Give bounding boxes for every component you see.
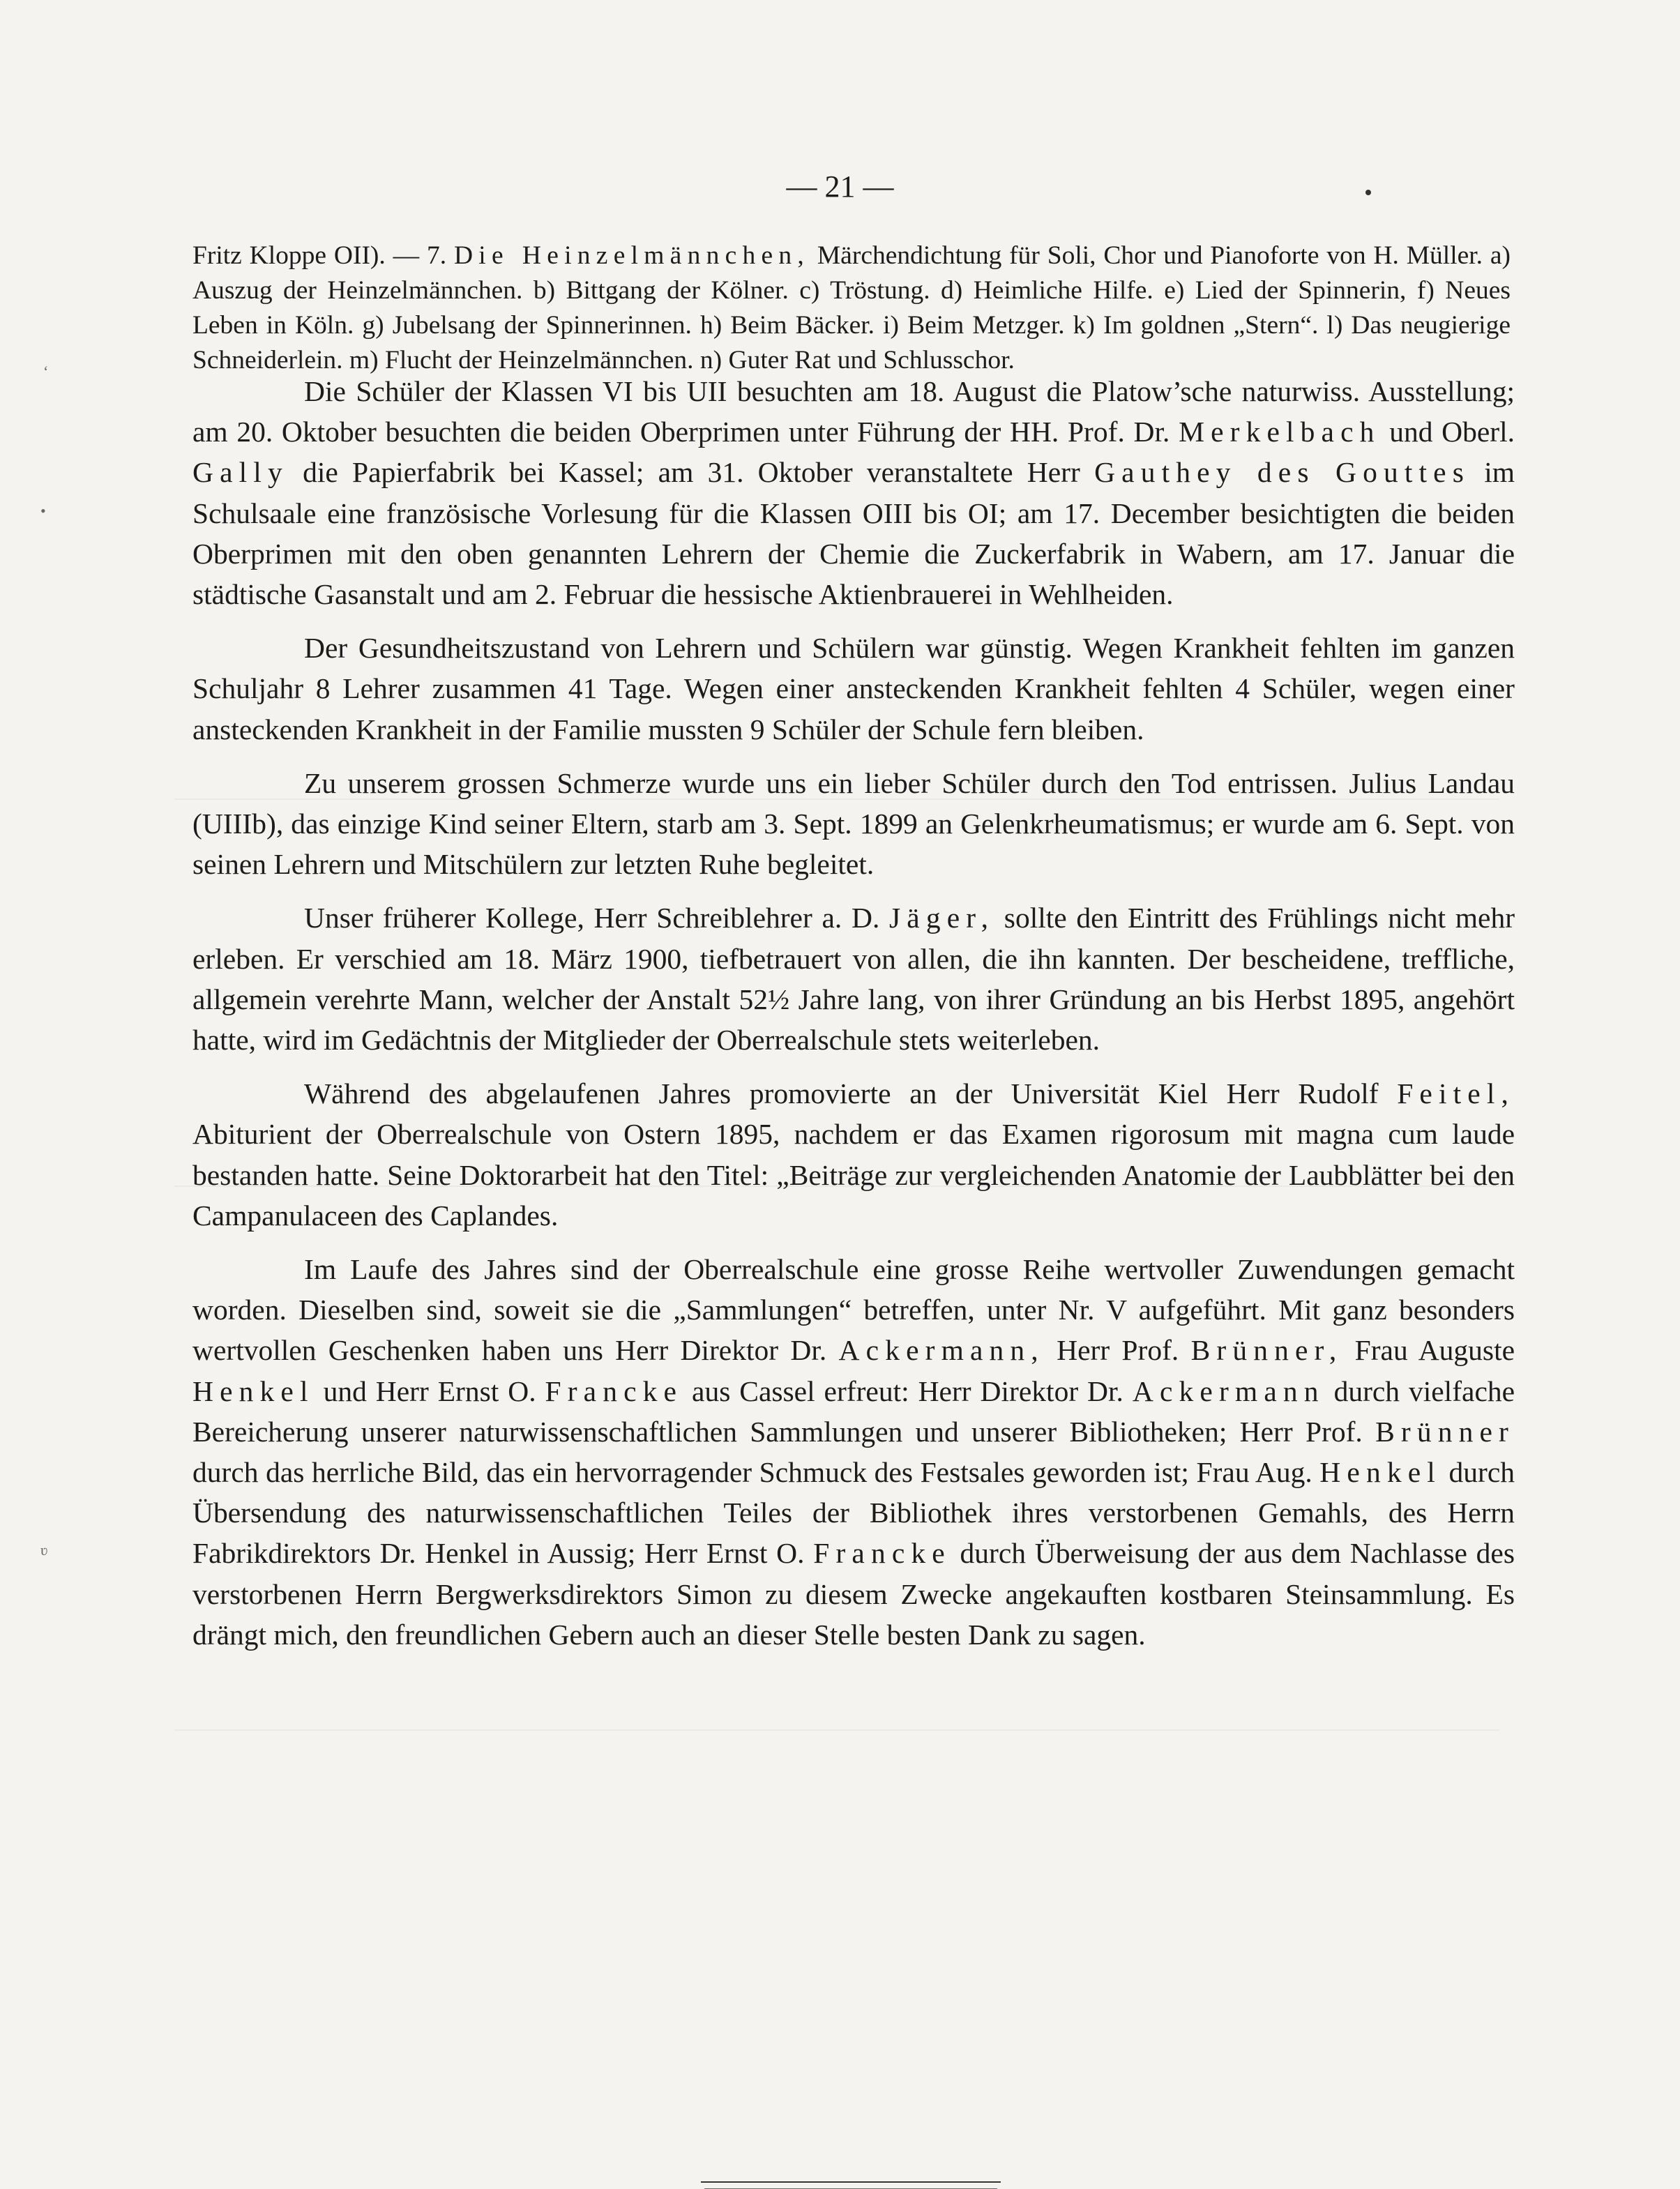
person-name: Gauthey des Gouttes: [1094, 456, 1470, 489]
person-name: Francke: [545, 1374, 683, 1407]
bleed-through-line: [174, 1729, 1499, 1731]
person-name: Merkelbach: [1179, 416, 1381, 448]
person-name: Francke: [813, 1537, 951, 1570]
concert-program: [192, 238, 1511, 378]
ink-dot: [1365, 190, 1371, 195]
document-body: [192, 371, 1515, 1668]
person-name: Ackermann,: [838, 1334, 1045, 1367]
text: und Herr Ernst O.: [323, 1374, 536, 1407]
text: im Schulsaale eine französische Vorlesung für die Klassen OIII bis OI; am 17. December besichtigten die beiden Oberprimen mit den oben genannten Lehrern der Chemie die Zuckerfabrik in Wabern, am 17. Januar die städtische Gasanstalt und am 2. Februar die hessische Aktienbrauerei in Wehlheiden.: [192, 456, 1515, 611]
person-name: Brünner: [1375, 1415, 1515, 1448]
text: Während des abgelaufenen Jahres promovierte an der Universität Kiel Herr Rudolf: [304, 1077, 1379, 1110]
margin-mark: ʋ: [40, 1541, 48, 1559]
text: die Papierfabrik bei Kassel; am 31. Oktober veranstaltete Herr: [303, 456, 1080, 489]
text: Frau Auguste: [1354, 1334, 1515, 1367]
text: aus Cassel erfreut: Herr Direktor Dr.: [692, 1374, 1123, 1407]
text: durch Überweisung der aus dem Nachlasse des verstorbenen Herrn Bergwerksdirektors Simon zu diesem Zwecke angekauften kostbaren Steinsammlung. Es drängt mich, den freundlichen Gebern auch an dieser Stelle besten Dank zu sagen.: [192, 1537, 1515, 1651]
text: durch Übersendung des naturwissenschaftlichen Teiles der Bibliothek ihres verstorbenen Gemahls, des Herrn Fabrikdirektors Dr. Henkel in Aussig; Herr Ernst O.: [192, 1456, 1515, 1570]
paragraph-obituary-student: Zu unserem grossen Schmerze wurde uns ein lieber Schüler durch den Tod entrissen. Julius Landau (UIIIb), das einzige Kind seiner Eltern, starb am 3. Sept. 1899 an Gelenkrheumatismus; er wurde am 6. Sept. von seinen Lehrern und Mitschülern zur letzten Ruhe begleitet.: [192, 766, 1515, 881]
person-name: Feitel,: [1397, 1077, 1515, 1110]
person-name: Ackermann: [1132, 1374, 1325, 1407]
closing-rule: [701, 2181, 1001, 2183]
text: Im Laufe des Jahres sind der Oberrealschule eine grosse Reihe wertvoller Zuwendungen gemacht worden. Dieselben sind, soweit sie die „Sammlungen“ betreffen, unter Nr. V aufgeführt. Mit ganz besonders wertvollen Geschenken haben uns Herr Direktor Dr.: [192, 1253, 1515, 1367]
person-name: Brünner,: [1190, 1334, 1343, 1367]
program-text: Märchendichtung für Soli, Chor und Pianoforte von H. Müller. a) Auszug der Heinzelmännchen. b) Bittgang der Kölner. c) Tröstung. d) Heimliche Hilfe. e) Lied der Spinnerin, f) Neues Leben in Köln. g) Jubelsang der Spinnerinnen. h) Beim Bäcker. i) Beim Metzger. k) Im goldnen „Stern“. l) Das neugierige Schneiderlein. m) Flucht der Heinzelmännchen. n) Guter Rat und Schlusschor.: [192, 241, 1511, 374]
margin-mark: ‘: [43, 363, 49, 380]
program-title: Die Heinzelmännchen,: [453, 241, 810, 270]
text: durch das herrliche Bild, das ein hervorragender Schmuck des Festsales geworden ist; Frau Aug.: [192, 1456, 1312, 1489]
text: Herr Prof.: [1057, 1334, 1179, 1367]
text: Abiturient der Oberrealschule von Ostern 1895, nachdem er das Examen rigorosum mit magna cum laude bestanden hatte. Seine Doktorarbeit hat den Titel: „Beiträge zur vergleichenden Anatomie der Laubblätter bei den Campanulaceen des Caplandes.: [192, 1118, 1515, 1232]
margin-mark: •: [40, 502, 46, 520]
paragraph-doctorate: [192, 1073, 1515, 1236]
person-name: Gally: [192, 456, 289, 489]
text: durch vielfache Bereicherung unserer naturwissenschaftlichen Sammlungen und unserer Bibliotheken; Herr Prof.: [192, 1374, 1515, 1448]
paragraph-obituary-teacher: [192, 897, 1515, 1060]
person-name: Henkel: [1319, 1456, 1441, 1489]
text: Die Schüler der Klassen VI bis UII besuchten am 18. August die Platow’sche naturwiss. Ausstellung; am 20. Oktober besuchten die beiden Oberprimen unter Führung der HH. Prof. Dr.: [192, 375, 1515, 448]
paragraph-health: Der Gesundheitszustand von Lehrern und Schülern war günstig. Wegen Krankheit fehlten im ganzen Schuljahr 8 Lehrer zusammen 41 Tage. Wegen einer ansteckenden Krankheit fehlten 4 Schüler, wegen einer ansteckenden Krankheit in der Familie mussten 9 Schüler der Schule fern bleiben.: [192, 632, 1515, 745]
person-name: Jäger,: [889, 902, 995, 934]
page-number: — 21 —: [786, 169, 894, 204]
paragraph-excursions: [192, 371, 1515, 614]
text: Unser früherer Kollege, Herr Schreiblehrer a. D.: [304, 902, 880, 934]
paragraph-donations: [192, 1249, 1515, 1655]
program-text: Fritz Kloppe OII). — 7.: [192, 241, 447, 270]
text: sollte den Eintritt des Frühlings nicht mehr erleben. Er verschied am 18. März 1900, tiefbetrauert von allen, die ihn kannten. Der bescheidene, treffliche, allgemein verehrte Mann, welcher der Anstalt 52½ Jahre lang, von ihrer Gründung an bis Herbst 1895, angehört hatte, wird im Gedächtnis der Mitglieder der Oberrealschule stets weiterleben.: [192, 902, 1515, 1056]
person-name: Henkel: [192, 1374, 315, 1407]
text: und Oberl.: [1389, 416, 1515, 448]
